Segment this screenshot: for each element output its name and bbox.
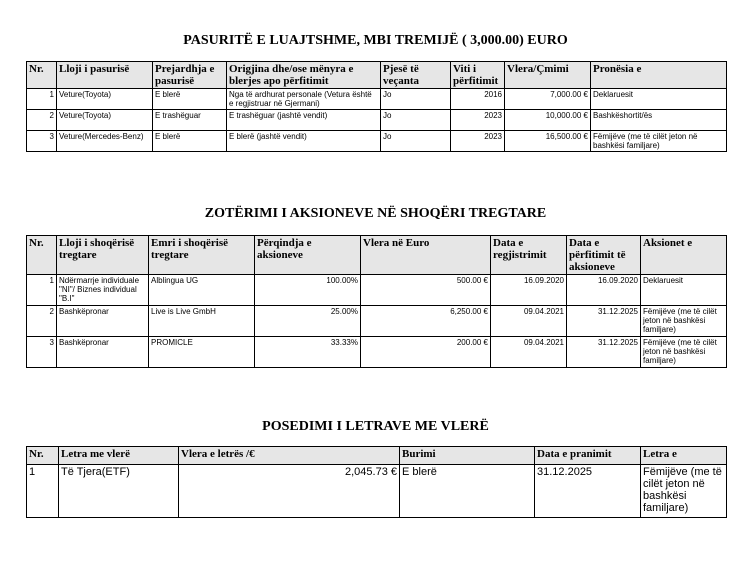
cell: 2,045.73 €: [179, 465, 400, 518]
table-row: [27, 465, 727, 518]
cell: 09.04.2021: [491, 337, 567, 368]
col-nr: Nr.: [27, 447, 59, 465]
cell: Fëmijëve (me të cilët jeton në bashkësi familjare): [641, 465, 727, 518]
col-security: Letra me vlerë: [59, 447, 179, 465]
col-source: Burimi: [400, 447, 535, 465]
cell: 31.12.2025: [567, 306, 641, 337]
cell: 2: [27, 110, 57, 131]
header-row: [27, 236, 727, 275]
cell: 31.12.2025: [535, 465, 641, 518]
col-registration-date: Data e regjistrimit: [491, 236, 567, 275]
cell: Jo: [381, 110, 451, 131]
col-value-euro: Vlera në Euro: [361, 236, 491, 275]
cell: 25.00%: [255, 306, 361, 337]
col-share-percent: Përqindja e aksioneve: [255, 236, 361, 275]
col-security-value: Vlera e letrës /€: [179, 447, 400, 465]
header-row: [27, 447, 727, 465]
cell: Live is Live GmbH: [149, 306, 255, 337]
cell: Bashkëpronar: [57, 337, 149, 368]
cell: 3: [27, 337, 57, 368]
cell: Bashkëshortit/ës: [591, 110, 727, 131]
cell: 500.00 €: [361, 275, 491, 306]
cell: Ndërmarrje individuale "NI"/ Biznes individual "B.I": [57, 275, 149, 306]
cell: Jo: [381, 131, 451, 152]
section3-title: POSEDIMI I LETRAVE ME VLERË: [262, 419, 489, 434]
table-row: [27, 337, 727, 368]
section1-title: PASURITË E LUAJTSHME, MBI TREMIJË ( 3,000.00) EURO: [183, 33, 568, 48]
table-row: [27, 275, 727, 306]
cell: 10,000.00 €: [505, 110, 591, 131]
col-company-name: Emri i shoqërisë tregtare: [149, 236, 255, 275]
col-value: Vlera/Çmimi: [505, 62, 591, 89]
col-nr: Nr.: [27, 236, 57, 275]
header-row: [27, 62, 727, 89]
cell: 2023: [451, 110, 505, 131]
cell: 1: [27, 275, 57, 306]
table-row: [27, 110, 727, 131]
col-details: Pjesë të veçanta: [381, 62, 451, 89]
cell: Fëmijëve (me të cilët jeton në bashkësi familjare): [641, 337, 727, 368]
cell: Të Tjera(ETF): [59, 465, 179, 518]
col-year: Viti i përfitimit: [451, 62, 505, 89]
col-asset-type: Lloji i pasurisë: [57, 62, 153, 89]
col-receipt-date: Data e pranimit: [535, 447, 641, 465]
cell: 200.00 €: [361, 337, 491, 368]
cell: Veture(Toyota): [57, 110, 153, 131]
cell: Deklaruesit: [591, 89, 727, 110]
cell: E trashëguar: [153, 110, 227, 131]
cell: E blerë: [153, 131, 227, 152]
col-company-type: Lloji i shoqërisë tregtare: [57, 236, 149, 275]
cell: Veture(Toyota): [57, 89, 153, 110]
section2-title: ZOTËRIMI I AKSIONEVE NË SHOQËRI TREGTARE: [204, 206, 547, 221]
col-acquisition-date: Data e përfitimit të aksioneve: [567, 236, 641, 275]
cell: 1: [27, 465, 59, 518]
cell: Fëmijëve (me të cilët jeton në bashkësi familjare): [641, 306, 727, 337]
cell: 2023: [451, 131, 505, 152]
cell: Alblingua UG: [149, 275, 255, 306]
cell: Jo: [381, 89, 451, 110]
cell: E blerë: [400, 465, 535, 518]
cell: E trashëguar (jashtë vendit): [227, 110, 381, 131]
cell: E blerë (jashtë vendit): [227, 131, 381, 152]
shares-table: [26, 235, 727, 368]
cell: Fëmijëve (me të cilët jeton në bashkësi familjare): [591, 131, 727, 152]
cell: Deklaruesit: [641, 275, 727, 306]
col-origin: Prejardhja e pasurisë: [153, 62, 227, 89]
col-ownership: Pronësia e: [591, 62, 727, 89]
movable-assets-table: [26, 61, 727, 152]
cell: 16.09.2020: [567, 275, 641, 306]
cell: 6,250.00 €: [361, 306, 491, 337]
cell: PROMICLE: [149, 337, 255, 368]
cell: 16,500.00 €: [505, 131, 591, 152]
table-row: [27, 131, 727, 152]
table-row: [27, 89, 727, 110]
cell: 31.12.2025: [567, 337, 641, 368]
cell: Nga të ardhurat personale (Vetura është e regjistruar në Gjermani): [227, 89, 381, 110]
cell: 16.09.2020: [491, 275, 567, 306]
cell: E blerë: [153, 89, 227, 110]
cell: 33.33%: [255, 337, 361, 368]
cell: Bashkëpronar: [57, 306, 149, 337]
cell: 100.00%: [255, 275, 361, 306]
cell: 7,000.00 €: [505, 89, 591, 110]
col-security-owner: Letra e: [641, 447, 727, 465]
col-shares-owner: Aksionet e: [641, 236, 727, 275]
cell: Veture(Mercedes-Benz): [57, 131, 153, 152]
securities-table: [26, 446, 727, 518]
table-row: [27, 306, 727, 337]
cell: 2: [27, 306, 57, 337]
col-nr: Nr.: [27, 62, 57, 89]
cell: 09.04.2021: [491, 306, 567, 337]
cell: 3: [27, 131, 57, 152]
cell: 1: [27, 89, 57, 110]
col-acquisition: Origjina dhe/ose mënyra e blerjes apo përfitimit: [227, 62, 381, 89]
cell: 2016: [451, 89, 505, 110]
